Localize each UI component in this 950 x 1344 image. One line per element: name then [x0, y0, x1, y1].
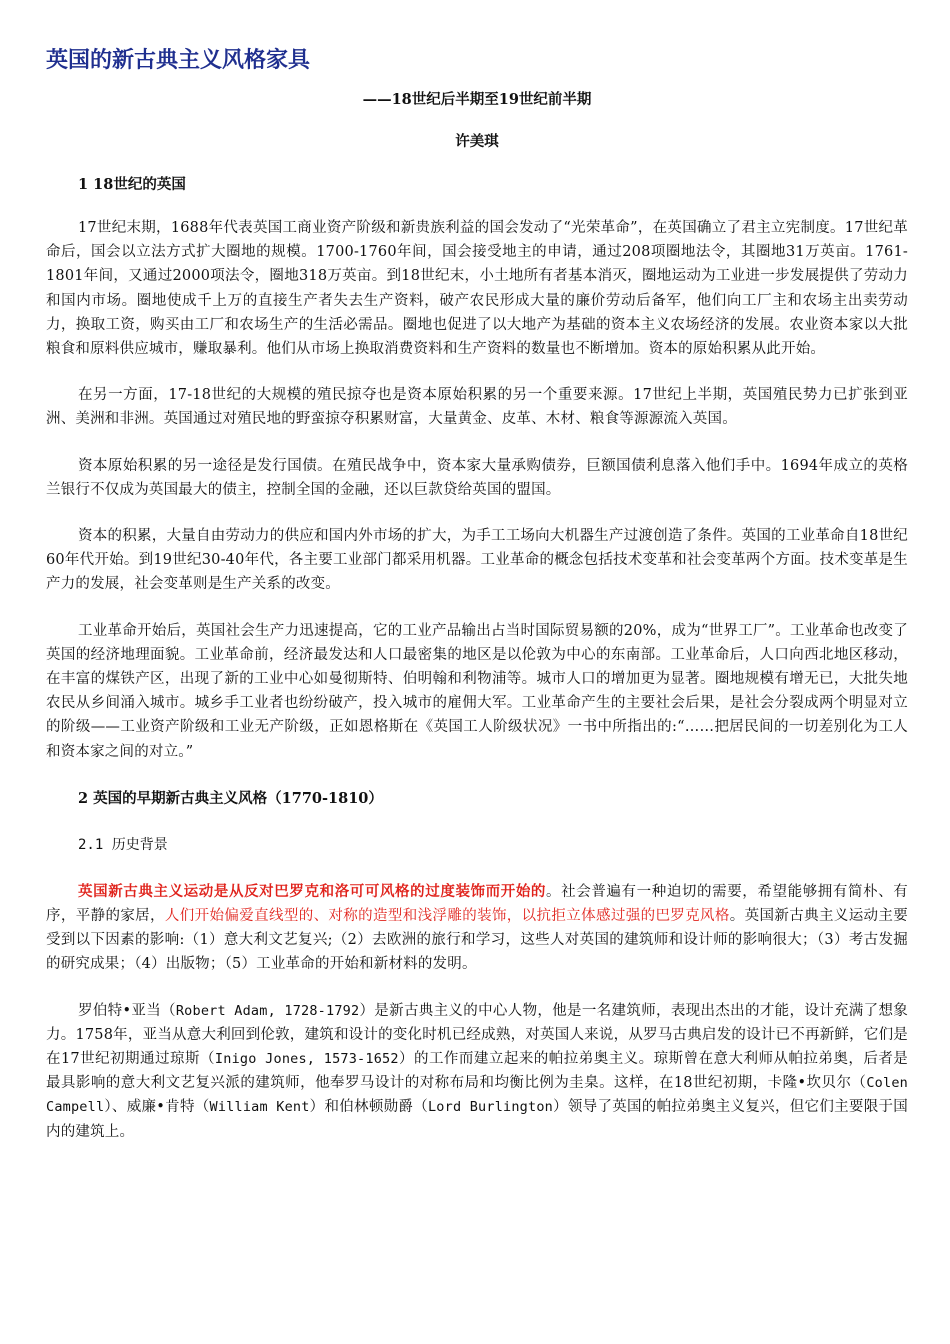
section-1-paragraph-2: 在另一方面，17-18世纪的大规模的殖民掠夺也是资本原始积累的另一个重要来源。17世纪上半期，英国殖民势力已扩张到亚洲、美洲和非洲。英国通过对殖民地的野蛮掠夺积累财富，大量黄金、皮革、木材、粮食等源源流入英国。 [46, 387, 908, 428]
latin-name: Lord Burlington [427, 1099, 553, 1116]
highlight-bold-red: 英国新古典主义运动是从反对巴罗克和洛可可风格的过度装饰而开始的 [78, 882, 547, 900]
section-2-heading: 2 英国的早期新古典主义风格（1770-1810） [78, 789, 383, 807]
paragraph-text: ）领导了英国的帕拉弟奥主义复兴，但它们主要限于国内的建筑上。 [46, 1099, 908, 1140]
section-1-paragraph-4: 资本的积累，大量自由劳动力的供应和国内外市场的扩大，为手工工场向大机器生产过渡创造了条件。英国的工业革命自18世纪60年代开始。到19世纪30-40年代，各主要工业部门都采用机器。工业革命的概念包括技术变革和社会变革两个方面。技术变革是生产力的发展，社会变革则是生产关系的改变。 [46, 528, 908, 593]
section-1-paragraph-3: 资本原始积累的另一途径是发行国债。在殖民战争中，资本家大量承购债券，巨额国债利息落入他们手中。1694年成立的英格兰银行不仅成为英国最大的债主，控制全国的金融，还以巨款贷给英国的盟国。 [46, 457, 908, 498]
document-page [46, 44, 908, 1144]
paragraph-text: 罗伯特•亚当（ [78, 1002, 176, 1019]
section-2-1-paragraph-1 [46, 880, 908, 977]
document-title: 英国的新古典主义风格家具 [46, 48, 311, 73]
section-2-1-heading: 2.1 历史背景 [78, 836, 168, 853]
paragraph-text: 。社会普遍有一种迫切的需要，希望能够拥有简朴、有序，平静的家居， [46, 883, 908, 925]
paragraph-text: ）和伯林顿勋爵（ [309, 1099, 428, 1116]
section-2-1-paragraph-2 [46, 999, 908, 1144]
author-name: 许美琪 [455, 133, 499, 150]
paragraph-text: 。英国新古典主义运动主要受到以下因素的影响:（1）意大利文艺复兴;（2）去欧洲的旅行和学习，这些人对英国的建筑师和设计师的影响很大；（3）考古发掘的研究成果；（4）出版物；（5）工业革命的开始和新材料的发明。 [46, 908, 908, 973]
latin-name: William Kent [209, 1099, 310, 1116]
latin-name: Colen Campell [46, 1075, 908, 1116]
latin-name: Inigo Jones, 1573-1652 [214, 1051, 399, 1068]
highlight-red: 人们开始偏爱直线型的、对称的造型和浅浮雕的装饰，以抗拒立体感过强的巴罗克风格 [164, 908, 730, 925]
paragraph-text: ）的工作而建立起来的帕拉弟奥主义。琼斯曾在意大利师从帕拉弟奥，后者是最具影响的意大利文艺复兴派的建筑师，他奉罗马设计的对称布局和均衡比例为圭臬。这样，在18世纪初期，卡隆•坎贝尔（ [46, 1051, 908, 1092]
document-subtitle: ——18世纪后半期至19世纪前半期 [362, 91, 592, 108]
latin-name: Robert Adam, 1728-1792 [175, 1002, 360, 1019]
paragraph-text: ）、威廉•肯特（ [104, 1099, 210, 1116]
paragraph-text: ）是新古典主义的中心人物，他是一名建筑师，表现出杰出的才能，设计充满了想象力。1758年，亚当从意大利回到伦敦，建筑和设计的变化时机已经成熟，对英国人来说，从罗马古典启发的设计已不再新鲜，它们是在17世纪初期通过琼斯（ [46, 1002, 908, 1068]
section-1-paragraph-5: 工业革命开始后，英国社会生产力迅速提高，它的工业产品输出占当时国际贸易额的20%，成为“世界工厂”。工业革命也改变了英国的经济地理面貌。工业革命前，经济最发达和人口最密集的地区是以伦敦为中心的东南部。工业革命后，人口向西北地区移动，在丰富的煤铁产区，出现了新的工业中心如曼彻斯特、伯明翰和利物浦等。城市人口的增加更为显著。圈地规模有增无已，大批失地农民从乡间涌入城市。城乡手工业者也纷纷破产，投入城市的雇佣大军。工业革命产生的主要社会后果，是社会分裂成两个明显对立的阶级——工业资产阶级和工业无产阶级，正如恩格斯在《英国工人阶级状况》一书中所指出的:“……把居民间的一切差别化为工人和资本家之间的对立。” [46, 622, 908, 760]
section-1-heading: 1 18世纪的英国 [78, 176, 186, 193]
section-1-paragraph-1: 17世纪末期，1688年代表英国工商业资产阶级和新贵族利益的国会发动了“光荣革命”，在英国确立了君主立宪制度。17世纪革命后，国会以立法方式扩大圈地的规模。1700-1760年间，国会接受地主的申请，通过208项圈地法令，其圈地31万英亩。1761-1801年间，又通过2000项法令，圈地318万英亩。到18世纪末，小土地所有者基本消灭，圈地运动为工业进一步发展提供了劳动力和国内市场。圈地使成千上万的直接生产者失去生产资料，破产农民形成大量的廉价劳动后备军，他们向工厂主和农场主出卖劳动力，换取工资，购买由工厂和农场生产的生活必需品。圈地也促进了以大地产为基础的资本主义农场经济的发展。农业资本家以大批粮食和原料供应城市，赚取暴利。他们从市场上换取消费资料和生产资料的数量也不断增加。资本的原始积累从此开始。 [46, 220, 908, 358]
